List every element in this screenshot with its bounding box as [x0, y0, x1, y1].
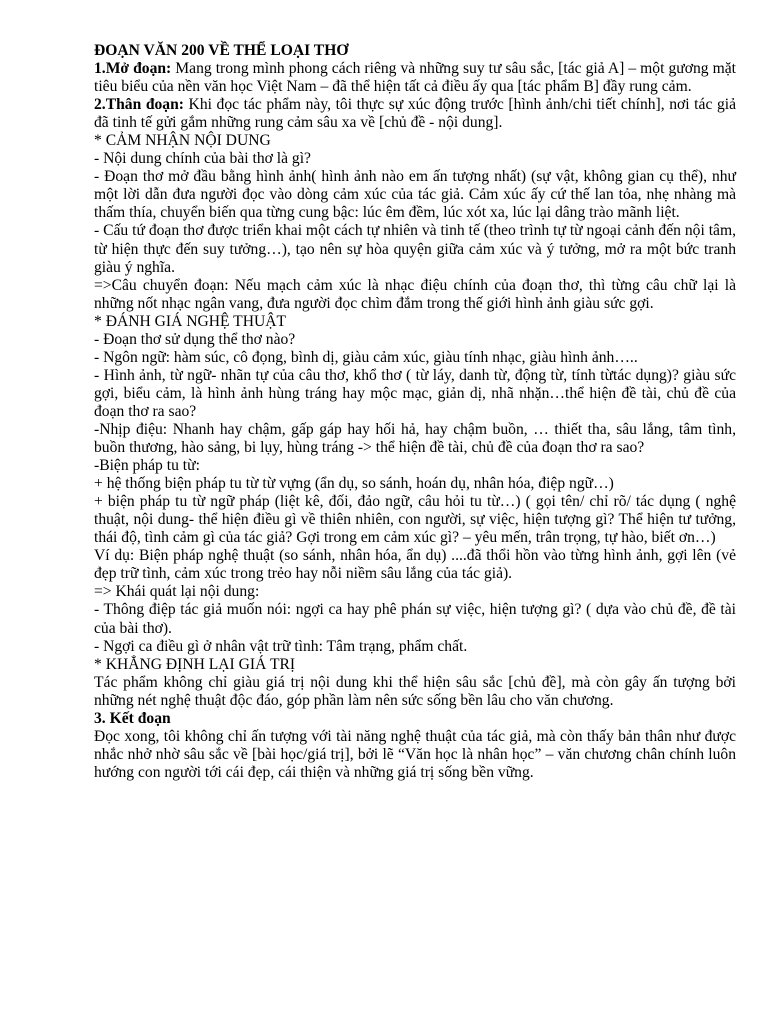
document-page — [94, 42, 736, 782]
rhetoric-grammatical: + biện pháp tu từ ngữ pháp (liệt kê, đối, đảo ngữ, câu hỏi tu từ…) ( gọi tên/ chỉ rõ/ tác dụng ( nghệ thuật, nội dung- thể hiện điều gì về thiên nhiên, con người, sự việc, hiện tượng gì? Thể hiện tư tưởng, thái độ, tình cảm gì của tác giả? Gợi trong em cảm xúc gì? – yêu mến, trân trọng, tự hào, biết ơn…) — [94, 493, 736, 547]
question-main-content: - Nội dung chính của bài thơ là gì? — [94, 150, 311, 168]
intro-paragraph — [94, 60, 736, 96]
summary-character: - Ngợi ca điều gì ở nhân vật trữ tình: Tâm trạng, phẩm chất. — [94, 637, 468, 655]
art-language: - Ngôn ngữ: hàm súc, cô đọng, bình dị, giàu cảm xúc, giàu tính nhạc, giàu hình ảnh….. — [94, 348, 638, 366]
example-paragraph: Ví dụ: Biện pháp nghệ thuật (so sánh, nhân hóa, ẩn dụ) ....đã thổi hồn vào từng hình ảnh, gợi lên (vẻ đẹp trữ tình, cảm xúc trong trẻo hay nỗi niềm sâu lắng của tác giả). — [94, 547, 736, 583]
body-text: Khi đọc tác phẩm này, tôi thực sự xúc động trước [hình ảnh/chi tiết chính], nơi tác giả đã tinh tế gửi gắm những rung cảm sâu xa về [chủ đề - nội dung]. — [94, 96, 736, 132]
body-paragraph — [94, 96, 736, 132]
content-opening-image: - Đoạn thơ mở đầu bằng hình ảnh( hình ảnh nào em ấn tượng nhất) (sự vật, không gian cụ thể), như một lời dẫn đưa người đọc vào dòng cảm xúc của tác giả. Cảm xúc ấy cứ thế lan tỏa, nhẹ nhàng mà thấm thía, chuyển biến qua từng cung bậc: lúc êm đềm, lúc xót xa, lúc lại dâng trào mãnh liệt. — [94, 168, 736, 222]
intro-text: Mang trong mình phong cách riêng và những suy tư sâu sắc, [tác giả A] – một gương mặt tiêu biểu của nền văn học Việt Nam – đã thể hiện tất cả điều ấy qua [tác phẩm B] đầy rung cảm. — [94, 60, 737, 96]
section-heading-content: * CẢM NHẬN NỘI DUNG — [94, 132, 271, 150]
value-paragraph: Tác phẩm không chỉ giàu giá trị nội dung khi thể hiện sâu sắc [chủ đề], mà còn gây ấn tượng bởi những nét nghệ thuật độc đáo, góp phần làm nên sức sống bền lâu cho văn chương. — [94, 673, 736, 709]
document-title: ĐOẠN VĂN 200 VỀ THỂ LOẠI THƠ — [94, 42, 349, 59]
question-poem-form: - Đoạn thơ sử dụng thể thơ nào? — [94, 330, 296, 348]
body-heading: 2.Thân đoạn: — [94, 96, 184, 114]
intro-heading: 1.Mở đoạn: — [94, 60, 172, 78]
summary-label: => Khái quát lại nội dung: — [94, 583, 260, 601]
rhetoric-lexical: + hệ thống biện pháp tu từ từ vựng (ẩn dụ, so sánh, hoán dụ, nhân hóa, điệp ngữ…) — [94, 475, 614, 493]
transition-sentence: =>Câu chuyển đoạn: Nếu mạch cảm xúc là nhạc điệu chính của đoạn thơ, thì từng câu chữ lại là những nốt nhạc ngân vang, đưa người đọc chìm đắm trong thế giới hình ảnh giàu sức gợi. — [94, 276, 736, 312]
rhetoric-label: -Biện pháp tu từ: — [94, 457, 200, 475]
conclusion-text: Đọc xong, tôi không chỉ ấn tượng với tài năng nghệ thuật của tác giả, mà còn thấy bản thân như được nhắc nhở nhờ sâu sắc về [bài học/giá trị], bởi lẽ “Văn học là nhân học” – văn chương chân chính luôn hướng con người tới cái đẹp, cái thiện và những giá trị sống bền vững. — [94, 727, 736, 781]
section-heading-art: * ĐÁNH GIÁ NGHỆ THUẬT — [94, 312, 287, 330]
conclusion-heading: 3. Kết đoạn — [94, 709, 171, 727]
section-heading-value: * KHẲNG ĐỊNH LẠI GIÁ TRỊ — [94, 655, 296, 673]
art-rhythm: -Nhịp điệu: Nhanh hay chậm, gấp gáp hay hối hả, hay chậm buồn, … thiết tha, sâu lắng, tâm tình, buồn thương, hào sảng, bi lụy, hùng tráng -> thể hiện đề tài, chủ đề của đoạn thơ ra sao? — [94, 420, 736, 457]
art-imagery: - Hình ảnh, từ ngữ- nhãn tự của câu thơ, khổ thơ ( từ láy, danh từ, động từ, tính từtác dụng)? giàu sức gợi, biểu cảm, là hình ảnh hùng tráng hay mộc mạc, giản dị, nhã nhặn…thể hiện đề tài, chủ đề của đoạn thơ ra sao? — [94, 366, 736, 420]
content-structure: - Cấu tứ đoạn thơ được triển khai một cách tự nhiên và tinh tế (theo trình tự từ ngoại cảnh đến nội tâm, từ hiện thực đến suy tưởng…), tạo nên sự hòa quyện giữa cảm xúc và ý tưởng, mở ra một bức tranh giàu ý nghĩa. — [94, 222, 736, 276]
summary-message: - Thông điệp tác giả muốn nói: ngợi ca hay phê phán sự việc, hiện tượng gì? ( dựa vào chủ đề, đề tài của bài thơ). — [94, 601, 736, 637]
